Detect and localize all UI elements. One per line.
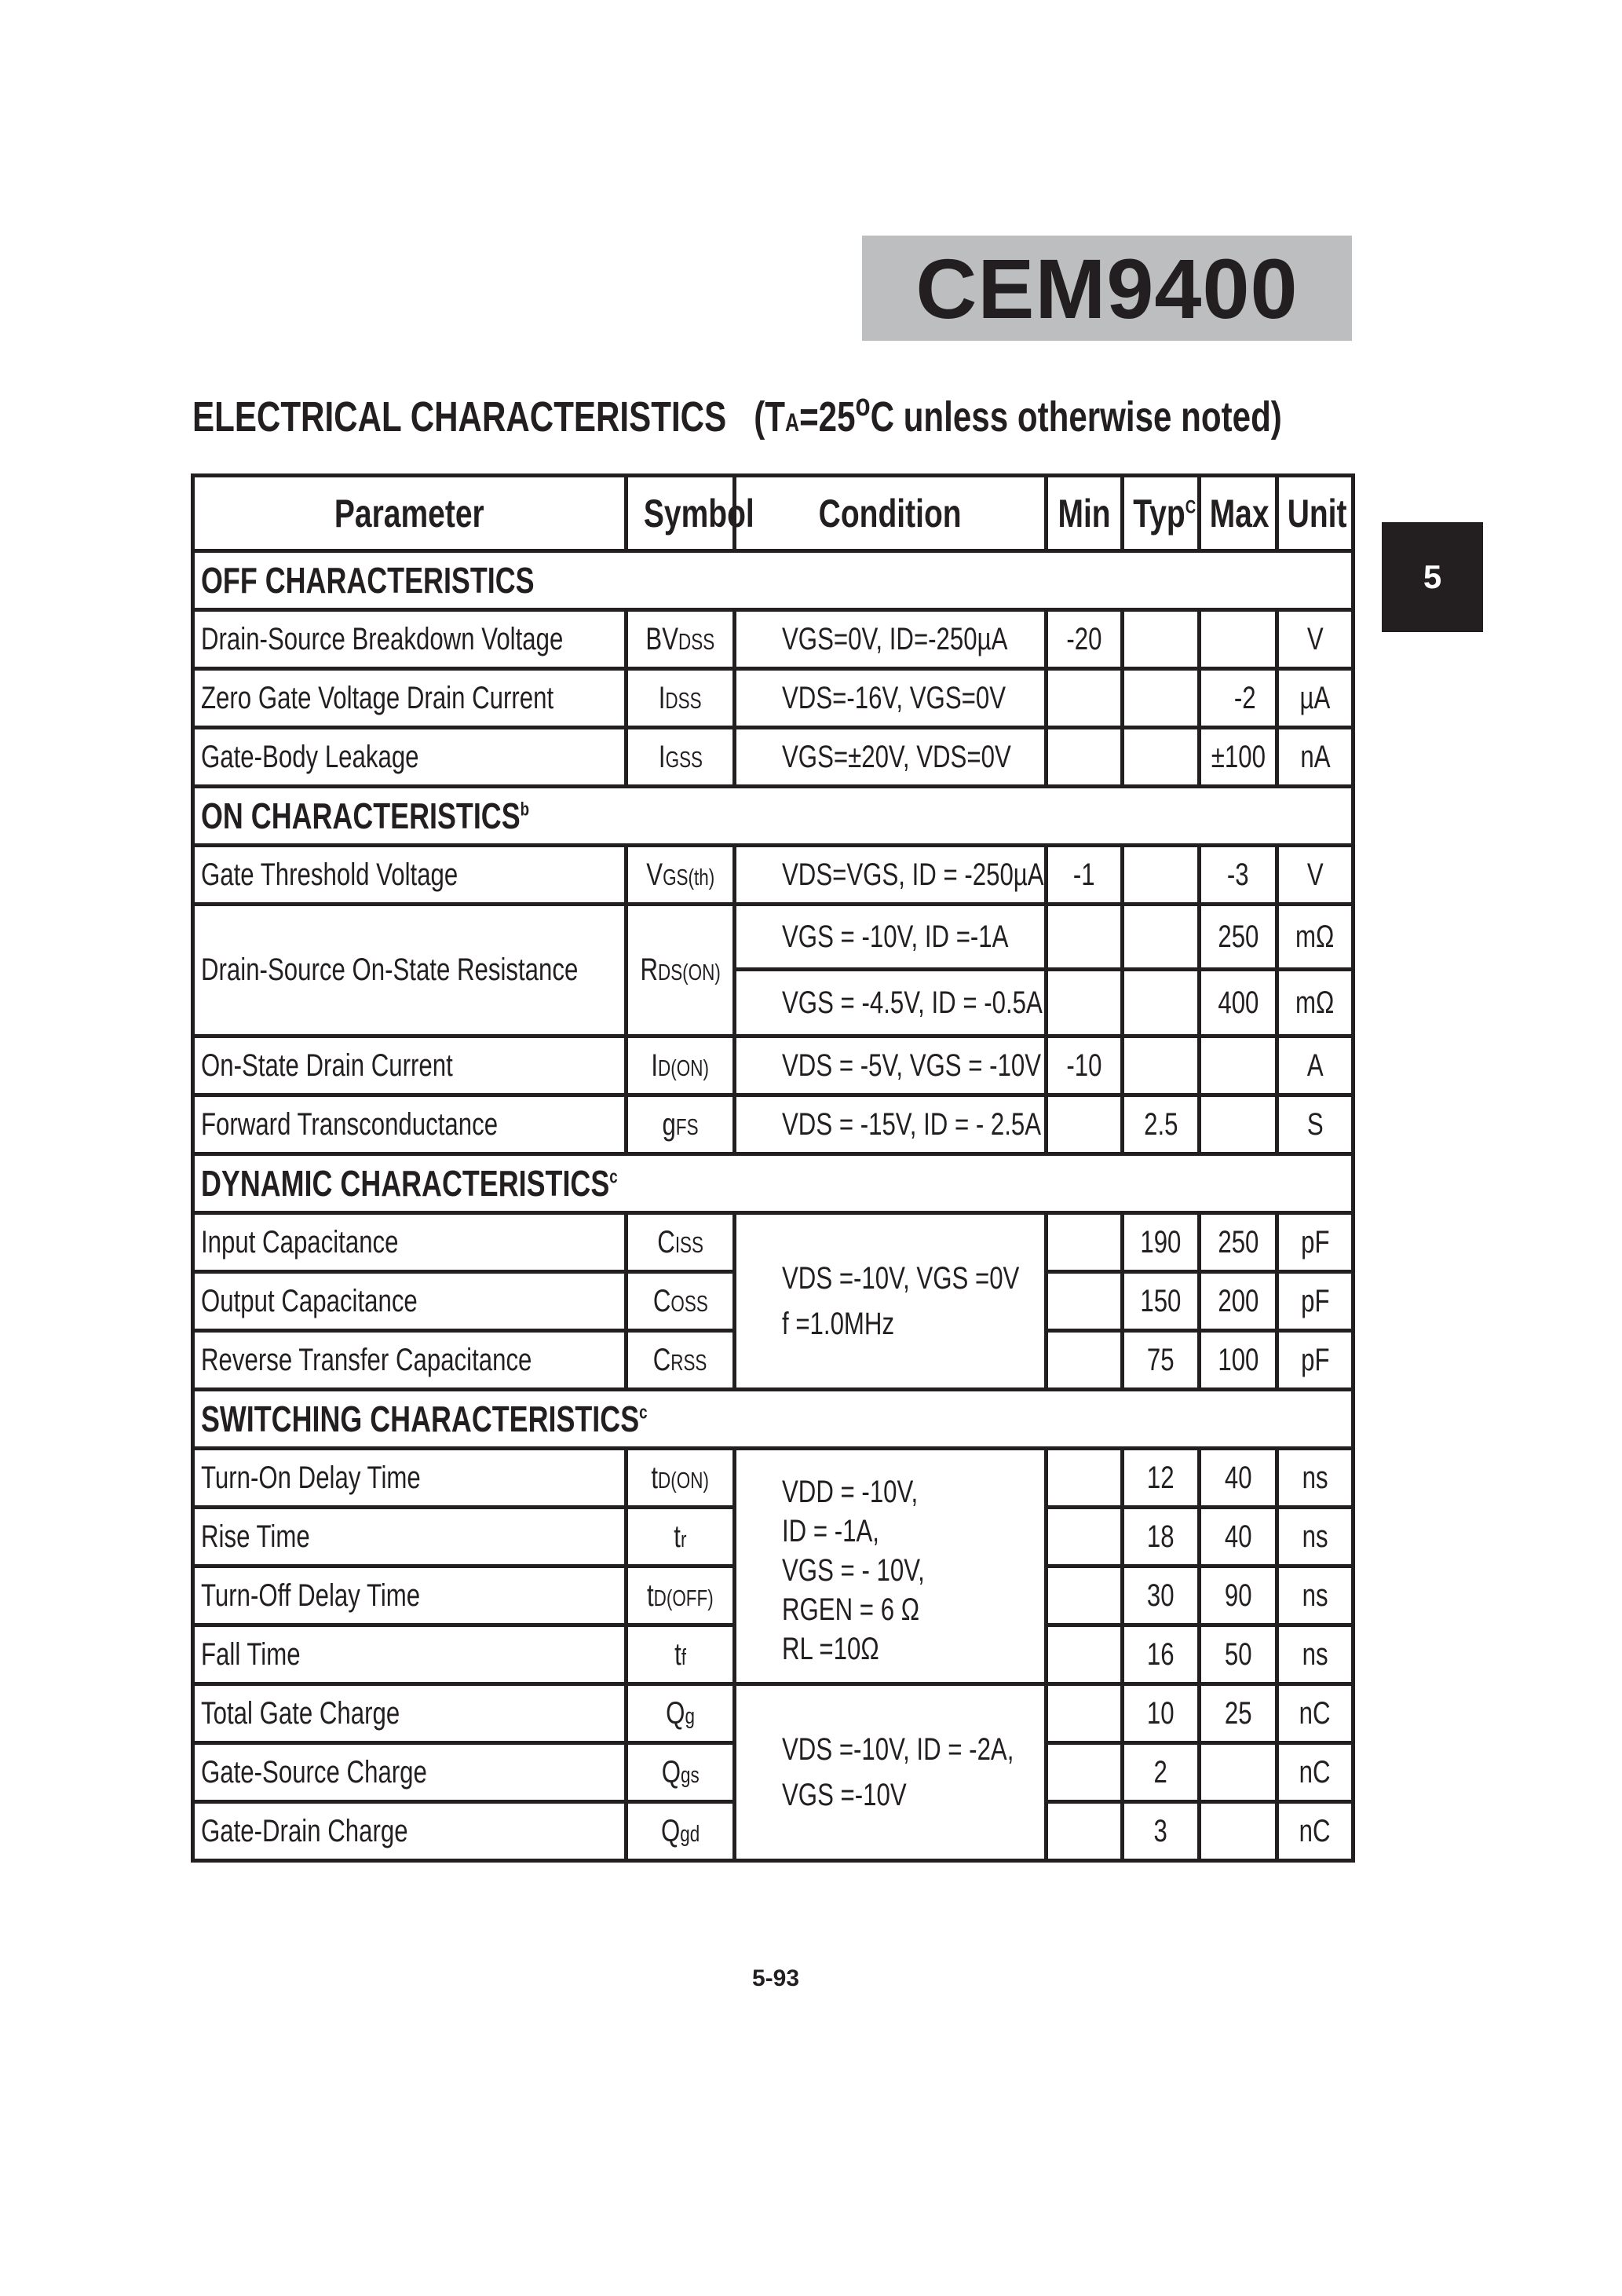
condition: VDS=-16V, VGS=0V [782, 680, 1006, 715]
section-tab [1382, 522, 1483, 632]
unit: pF [1300, 1283, 1330, 1318]
parameter-label: Drain-Source Breakdown Voltage [201, 621, 564, 656]
unit: mΩ [1295, 919, 1335, 954]
table-row-idss [193, 669, 1353, 728]
max-value: 90 [1224, 1578, 1252, 1613]
unit: µA [1299, 680, 1331, 715]
unit: nC [1299, 1695, 1331, 1731]
section-title-on: ON CHARACTERISTICS$^b$ [193, 787, 1353, 846]
parameter-label: Total Gate Charge [201, 1695, 400, 1731]
max-value: 400 [1217, 985, 1259, 1020]
typ-value: 2 [1153, 1754, 1168, 1790]
table-row-ciss [193, 1213, 1353, 1272]
max-value: -2 [1234, 680, 1257, 715]
table-row-bvdss [193, 610, 1353, 669]
max-value: 50 [1224, 1636, 1252, 1672]
typ-value: 10 [1147, 1695, 1174, 1731]
unit: nC [1299, 1754, 1331, 1790]
parameter-label: Forward Transconductance [201, 1106, 499, 1142]
table-row-vgsth [193, 846, 1353, 905]
parameter-label: Gate-Body Leakage [201, 739, 419, 774]
unit: pF [1300, 1224, 1330, 1260]
symbol: Qgd [660, 1813, 700, 1848]
unit: nA [1299, 739, 1331, 774]
parameter-label: Turn-Off Delay Time [201, 1578, 421, 1613]
unit: ns [1302, 1519, 1328, 1554]
symbol: tD(ON) [651, 1460, 710, 1495]
unit: pF [1300, 1342, 1330, 1377]
max-value: 200 [1217, 1283, 1259, 1318]
max-value: 250 [1217, 919, 1259, 954]
symbol: RDS(ON) [640, 952, 721, 987]
symbol: IDSS [659, 680, 702, 715]
parameter-label: Fall Time [201, 1636, 301, 1672]
typ-value: 2.5 [1143, 1106, 1178, 1142]
condition-capacitance: VDS =-10V, VGS =0V f =1.0MHz [735, 1213, 1047, 1390]
parameter-label: Output Capacitance [201, 1283, 418, 1318]
heading-condition-value: =25 [799, 393, 856, 441]
condition-gate-charge: VDS =-10V, ID = -2A, VGS =-10V [735, 1684, 1047, 1861]
max-value: ±100 [1211, 739, 1266, 774]
col-header-symbol: Symbol [627, 476, 735, 551]
section-row-off [193, 551, 1353, 610]
electrical-characteristics-table [191, 473, 1355, 1863]
col-header-condition: Condition [735, 476, 1047, 551]
typ-value: 3 [1153, 1813, 1168, 1848]
max-value: 250 [1217, 1224, 1259, 1260]
symbol: tf [674, 1636, 686, 1672]
max-value: -3 [1227, 857, 1249, 892]
heading-title: ELECTRICAL CHARACTERISTICS [192, 393, 727, 441]
col-header-parameter: Parameter [193, 476, 627, 551]
condition: VGS=0V, ID=-250µA [782, 621, 1008, 656]
condition: VGS = -10V, ID =-1A [782, 919, 1009, 954]
typ-value: 16 [1147, 1636, 1174, 1672]
parameter-label: Drain-Source On-State Resistance [201, 952, 579, 987]
table-row-igss [193, 728, 1353, 787]
unit: mΩ [1295, 985, 1335, 1020]
symbol: CRSS [653, 1342, 707, 1377]
max-value: 40 [1224, 1460, 1252, 1495]
page-number: 5-93 [752, 1965, 800, 1991]
unit: A [1306, 1047, 1324, 1083]
degree-symbol: o [855, 388, 871, 422]
section-row-dynamic [193, 1154, 1353, 1213]
page-heading [192, 388, 1282, 441]
unit: ns [1302, 1460, 1328, 1495]
condition-switching: VDD = -10V, ID = -1A, VGS = - 10V, RGEN = 6 Ω RL =10Ω [735, 1449, 1047, 1684]
unit: V [1306, 857, 1324, 892]
section-row-switching [193, 1390, 1353, 1449]
unit: V [1306, 621, 1324, 656]
parameter-label: On-State Drain Current [201, 1047, 453, 1083]
col-header-unit: Unit [1277, 476, 1353, 551]
section-row-on [193, 787, 1353, 846]
min-value: -10 [1066, 1047, 1102, 1083]
symbol: CISS [657, 1224, 703, 1260]
max-value: 25 [1224, 1695, 1252, 1731]
symbol: tr [674, 1519, 687, 1554]
max-value: 40 [1224, 1519, 1252, 1554]
table-row-tdon [193, 1449, 1353, 1508]
parameter-label: Gate Threshold Voltage [201, 857, 458, 892]
unit: nC [1299, 1813, 1331, 1848]
typ-value: 12 [1147, 1460, 1174, 1495]
parameter-label: Gate-Drain Charge [201, 1813, 408, 1848]
condition: VGS=±20V, VDS=0V [782, 739, 1011, 774]
section-title-off: OFF CHARACTERISTICS [193, 551, 1353, 610]
unit: S [1306, 1106, 1324, 1142]
table-row-qg [193, 1684, 1353, 1743]
min-value: -20 [1066, 621, 1102, 656]
table-row-rdson-1 [193, 905, 1353, 970]
symbol: Qgs [661, 1754, 700, 1790]
parameter-label: Rise Time [201, 1519, 310, 1554]
parameter-label: Input Capacitance [201, 1224, 399, 1260]
typ-value: 150 [1140, 1283, 1182, 1318]
condition: VDS = -15V, ID = - 2.5A [782, 1106, 1042, 1142]
symbol: ID(ON) [651, 1047, 710, 1083]
symbol: COSS [652, 1283, 708, 1318]
symbol: IGSS [658, 739, 703, 774]
symbol: tD(OFF) [647, 1578, 714, 1613]
symbol: BVDSS [645, 621, 715, 656]
condition: VDS = -5V, VGS = -10V [782, 1047, 1042, 1083]
symbol: VGS(th) [646, 857, 714, 892]
section-title-switching: SWITCHING CHARACTERISTICS$^c$ [193, 1390, 1353, 1449]
max-value: 100 [1217, 1342, 1259, 1377]
heading-condition-prefix: (T [754, 393, 786, 441]
section-title-dynamic: DYNAMIC CHARACTERISTICS$^c$ [193, 1154, 1353, 1213]
condition: VDS=VGS, ID = -250µA [782, 857, 1044, 892]
condition: VGS = -4.5V, ID = -0.5A [782, 985, 1043, 1020]
symbol: gFS [662, 1106, 699, 1142]
table-row-idon [193, 1036, 1353, 1095]
typ-value: 30 [1147, 1578, 1174, 1613]
parameter-label: Gate-Source Charge [201, 1754, 427, 1790]
col-header-max: Max [1200, 476, 1277, 551]
heading-condition-suffix: C unless otherwise noted) [870, 393, 1282, 441]
typ-value: 190 [1140, 1224, 1182, 1260]
typ-value: 18 [1147, 1519, 1174, 1554]
typ-value: 75 [1147, 1342, 1174, 1377]
part-number: CEM9400 [915, 240, 1299, 336]
min-value: -1 [1073, 857, 1095, 892]
section-number: 5 [1423, 558, 1442, 595]
col-header-min: Min [1047, 476, 1123, 551]
table-row-gfs [193, 1095, 1353, 1154]
heading-condition-sub: A [785, 408, 800, 437]
part-number-banner [862, 236, 1352, 341]
unit: ns [1302, 1636, 1328, 1672]
parameter-label: Turn-On Delay Time [201, 1460, 421, 1495]
unit: ns [1302, 1578, 1328, 1613]
symbol: Qg [666, 1695, 695, 1731]
col-header-typ: Typ$^C$ [1123, 476, 1200, 551]
parameter-label: Zero Gate Voltage Drain Current [201, 680, 554, 715]
table-header-row [193, 476, 1353, 551]
parameter-label: Reverse Transfer Capacitance [201, 1342, 532, 1377]
